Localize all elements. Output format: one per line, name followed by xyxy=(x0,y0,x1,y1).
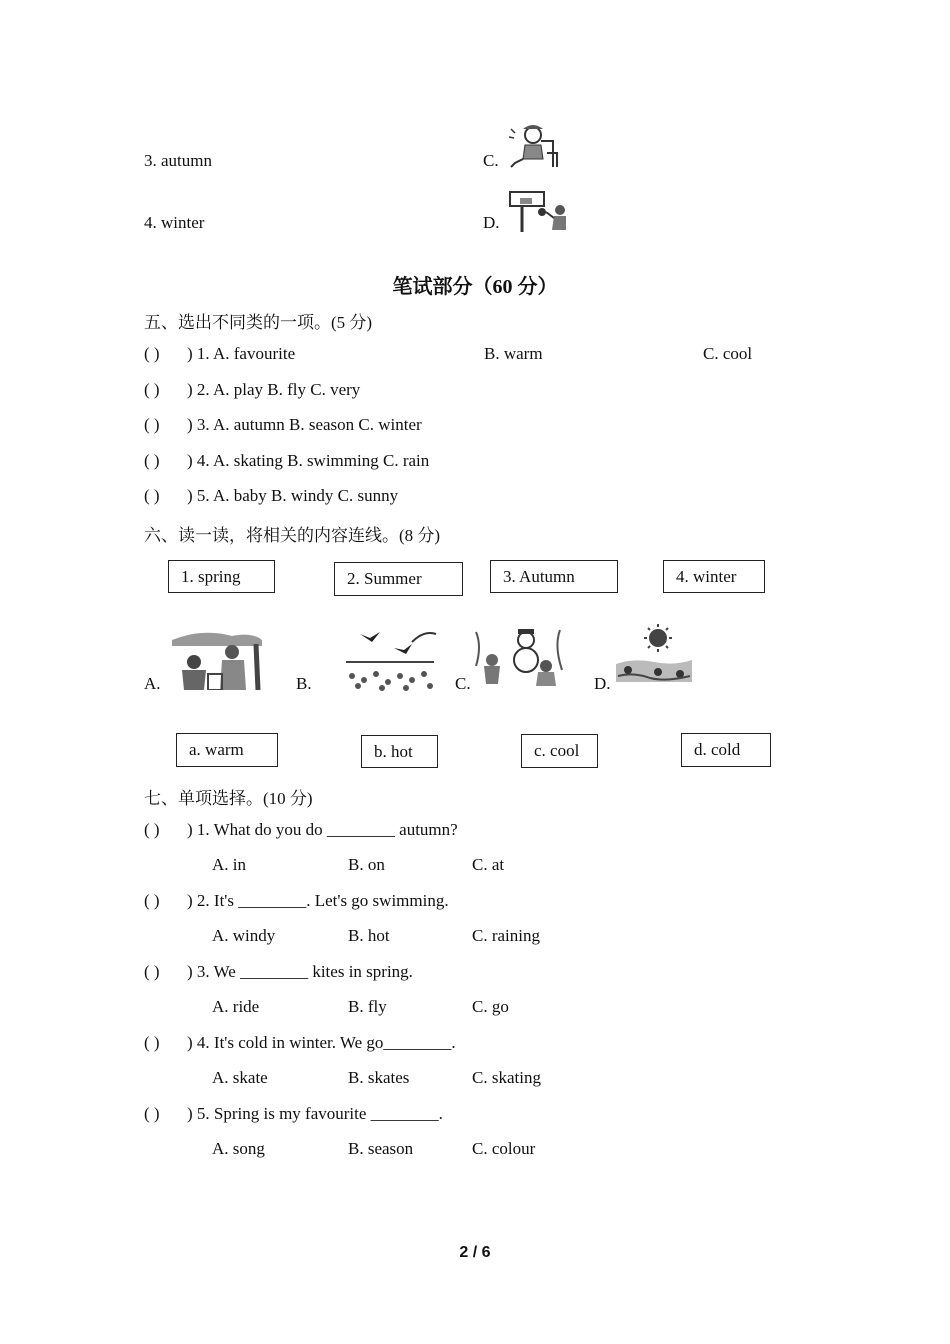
answer-box-warm: a. warm xyxy=(176,733,278,767)
section-6-heading: 六、读一读，将相关的内容连线。(8 分) xyxy=(144,526,441,545)
picture-label-c: C. xyxy=(455,674,471,693)
sitting-sweating-person-picture xyxy=(505,123,561,169)
sec5-q2: ) 2. A. play B. fly C. very xyxy=(187,380,361,399)
basketball-player-picture xyxy=(508,190,568,234)
sec7-q3-option-b: B. fly xyxy=(348,997,387,1016)
sec7-q3-stem: ) 3. We ________ kites in spring. xyxy=(187,962,413,981)
sec7-q1-option-b: B. on xyxy=(348,855,385,874)
answer-box-cool: c. cool xyxy=(521,734,598,768)
option-d-label: D. xyxy=(483,213,500,232)
sun-and-swimmers-picture xyxy=(614,624,694,686)
answer-paren: ( ) xyxy=(144,1033,160,1052)
section-5-heading: 五、选出不同类的一项。(5 分) xyxy=(144,313,373,332)
sec7-q5-stem: ) 5. Spring is my favourite ________. xyxy=(187,1104,443,1123)
people-under-tree-picture xyxy=(172,630,264,690)
season-box-summer: 2. Summer xyxy=(334,562,463,596)
item-4-winter: 4. winter xyxy=(144,213,205,232)
sec7-q4-stem: ) 4. It's cold in winter. We go________. xyxy=(187,1033,456,1052)
answer-paren: ( ) xyxy=(144,486,160,505)
answer-paren: ( ) xyxy=(144,344,160,363)
sec7-q5-option-b: B. season xyxy=(348,1139,414,1158)
sec5-q1-option-a: ) 1. A. favourite xyxy=(187,344,296,363)
picture-label-b: B. xyxy=(296,674,312,693)
answer-paren: ( ) xyxy=(144,451,160,470)
season-box-autumn: 3. Autumn xyxy=(490,560,618,593)
item-3-autumn: 3. autumn xyxy=(144,151,212,170)
season-box-spring: 1. spring xyxy=(168,560,275,593)
answer-paren: ( ) xyxy=(144,1104,160,1123)
sec7-q1-stem: ) 1. What do you do ________ autumn? xyxy=(187,820,458,839)
answer-box-hot: b. hot xyxy=(361,735,438,768)
sec5-q3: ) 3. A. autumn B. season C. winter xyxy=(187,415,422,434)
sec5-q5: ) 5. A. baby B. windy C. sunny xyxy=(187,486,399,505)
option-c-label: C. xyxy=(483,151,499,170)
sec7-q5-option-c: C. colour xyxy=(472,1139,536,1158)
answer-box-cold: d. cold xyxy=(681,733,771,767)
answer-paren: ( ) xyxy=(144,380,160,399)
picture-label-d: D. xyxy=(594,674,611,693)
sec7-q2-option-c: C. raining xyxy=(472,926,540,945)
sec7-q2-option-b: B. hot xyxy=(348,926,390,945)
sec7-q4-option-a: A. skate xyxy=(212,1068,268,1087)
sec5-q4: ) 4. A. skating B. swimming C. rain xyxy=(187,451,430,470)
answer-paren: ( ) xyxy=(144,962,160,981)
sec7-q5-option-a: A. song xyxy=(212,1139,265,1158)
sec7-q3-option-a: A. ride xyxy=(212,997,260,1016)
sec7-q4-option-c: C. skating xyxy=(472,1068,541,1087)
page-number: 2 / 6 xyxy=(459,1244,491,1261)
sec7-q2-stem: ) 2. It's ________. Let's go swimming. xyxy=(187,891,449,910)
section-7-heading: 七、单项选择。(10 分) xyxy=(144,789,313,808)
answer-paren: ( ) xyxy=(144,820,160,839)
answer-paren: ( ) xyxy=(144,415,160,434)
sec7-q1-option-c: C. at xyxy=(472,855,505,874)
sec7-q3-option-c: C. go xyxy=(472,997,509,1016)
picture-label-a: A. xyxy=(144,674,161,693)
swallows-and-flowers-picture xyxy=(342,628,438,692)
sec7-q4-option-b: B. skates xyxy=(348,1068,410,1087)
season-box-winter: 4. winter xyxy=(663,560,765,593)
snowman-and-children-picture xyxy=(472,626,566,688)
sec5-q1-option-b: B. warm xyxy=(484,344,543,363)
sec7-q2-option-a: A. windy xyxy=(212,926,276,945)
sec7-q1-option-a: A. in xyxy=(212,855,246,874)
sec5-q1-option-c: C. cool xyxy=(703,344,753,363)
answer-paren: ( ) xyxy=(144,891,160,910)
written-section-title: 笔试部分（60 分） xyxy=(392,276,558,298)
